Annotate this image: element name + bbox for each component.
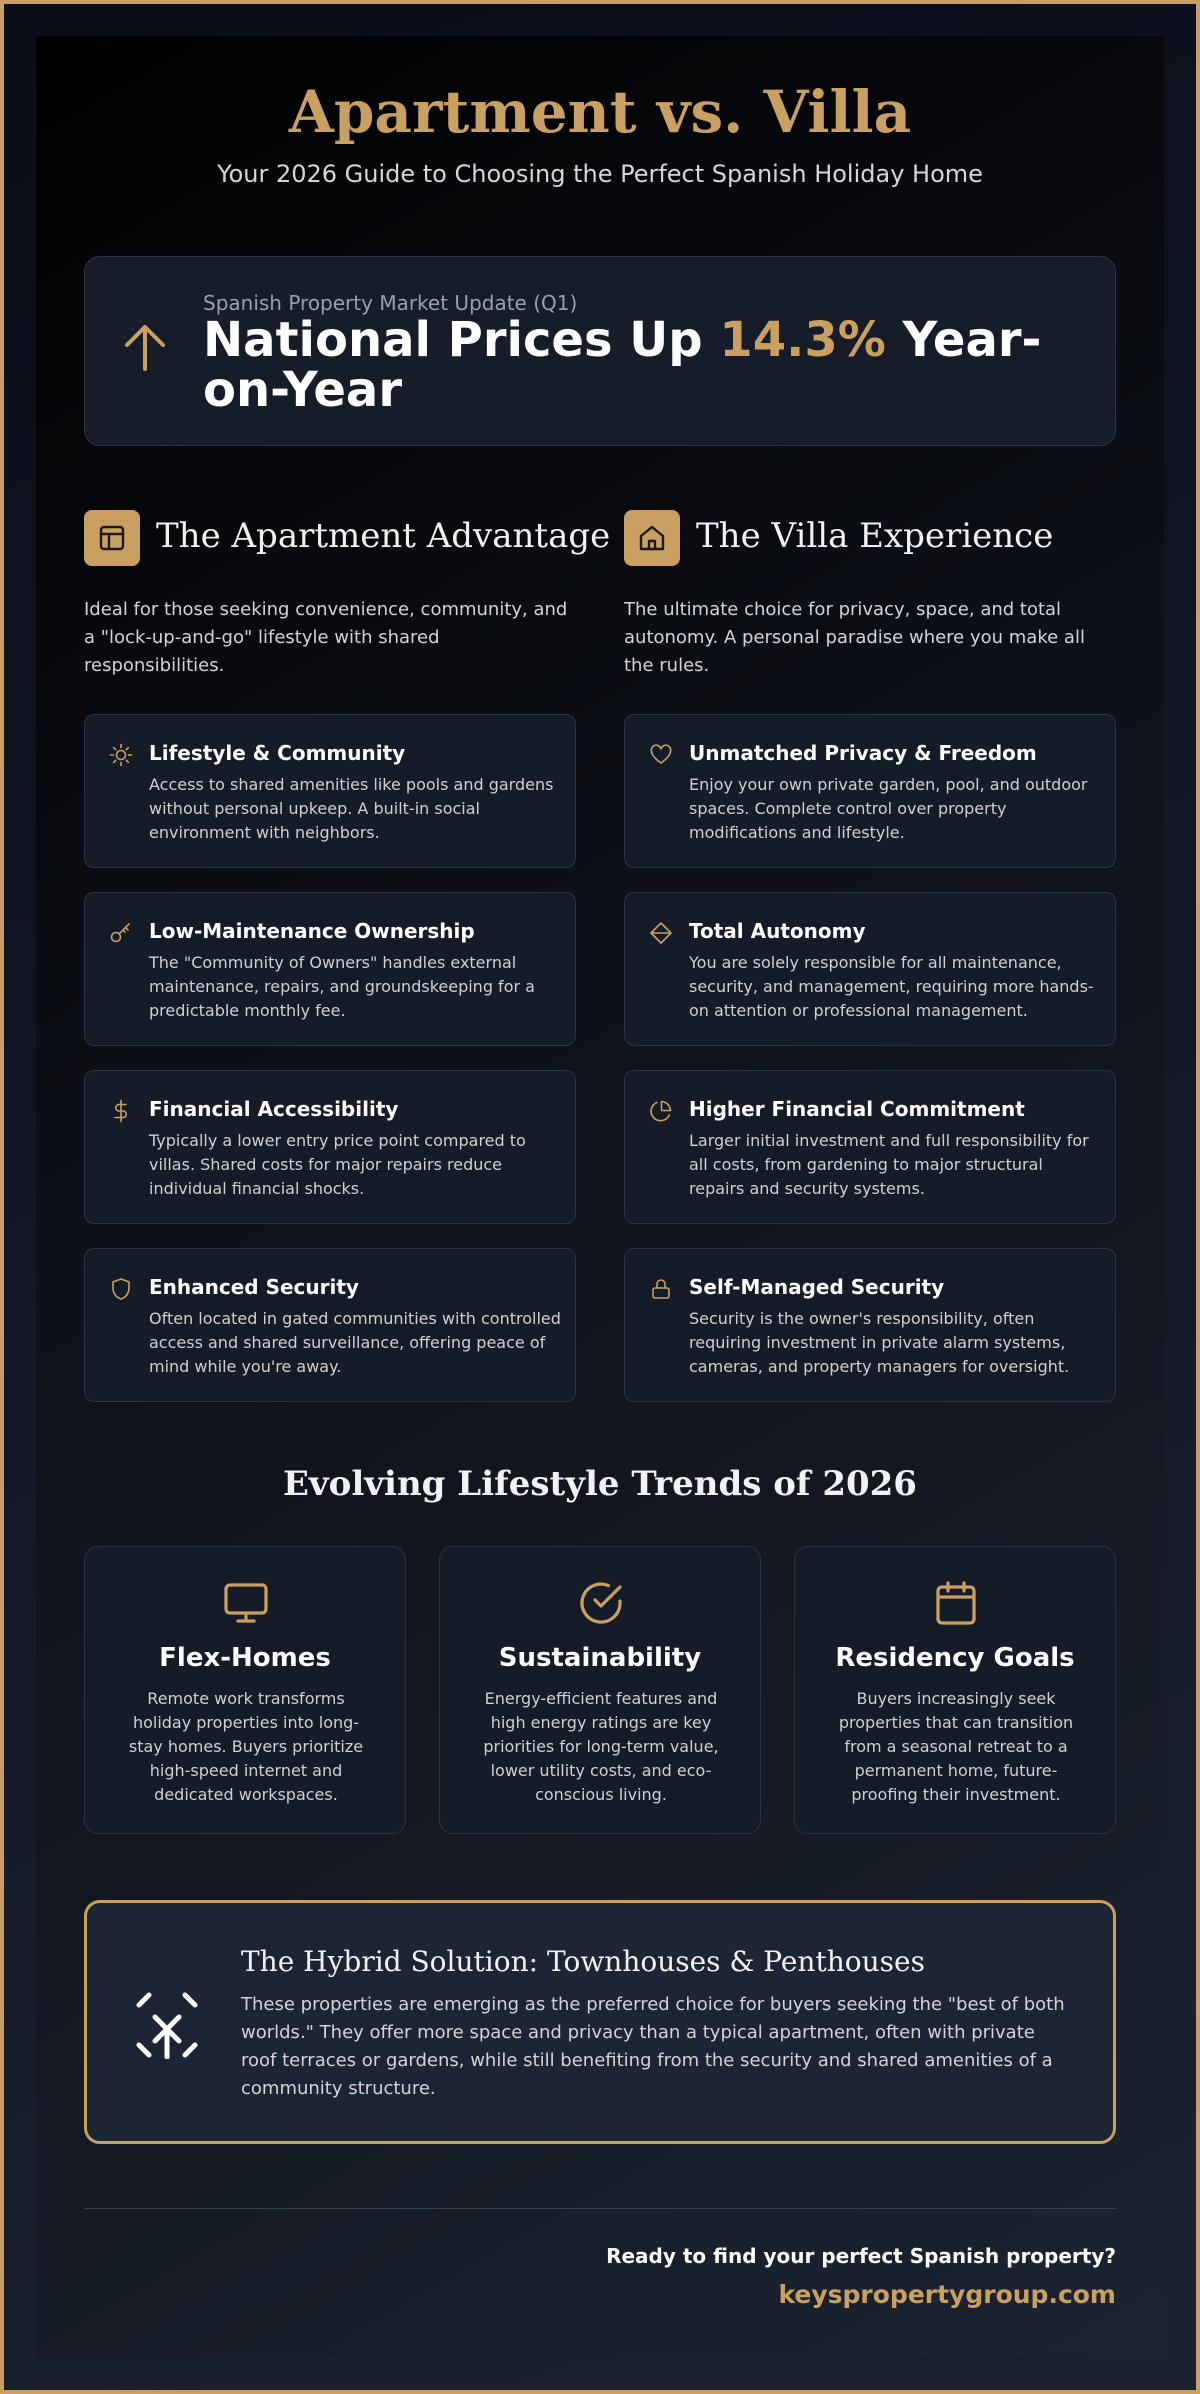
- lock-icon: [649, 1277, 673, 1301]
- apartment-intro: Ideal for those seeking convenience, community, and a "lock-up-and-go" lifestyle with shared responsibilities.: [84, 599, 568, 676]
- trend-card: [84, 1546, 406, 1834]
- card-title: Self-Managed Security: [689, 1275, 945, 1299]
- card-text: Enjoy your own private garden, pool, and outdoor spaces. Complete control over property modifications and lifestyle.: [689, 775, 1088, 842]
- website-link[interactable]: keyspropertygroup.com: [778, 2280, 1116, 2309]
- card-text: Typically a lower entry price point compared to villas. Shared costs for major repairs reduce individual financial shocks.: [149, 1131, 526, 1198]
- building-icon: [98, 524, 126, 552]
- house-icon: [638, 524, 666, 552]
- card-title: Low-Maintenance Ownership: [149, 919, 475, 943]
- apartment-card: [84, 892, 576, 1046]
- apartment-heading: [84, 508, 611, 566]
- card-title: Financial Accessibility: [149, 1097, 399, 1121]
- villa-card: [624, 892, 1116, 1046]
- trend-card: [794, 1546, 1116, 1834]
- market-update-eyebrow: Spanish Property Market Update (Q1): [203, 291, 578, 315]
- apartment-card: [84, 714, 576, 868]
- headline-percent: 14.3%: [719, 312, 886, 368]
- card-text: Often located in gated communities with controlled access and shared surveillance, offering peace of mind while you're away.: [149, 1309, 561, 1376]
- villa-card: [624, 714, 1116, 868]
- card-title: Unmatched Privacy & Freedom: [689, 741, 1037, 765]
- page-subtitle: Your 2026 Guide to Choosing the Perfect Spanish Holiday Home: [217, 160, 983, 188]
- card-text: Access to shared amenities like pools and gardens without personal upkeep. A built-in social environment with neighbors.: [149, 775, 554, 842]
- key-icon: [109, 921, 133, 945]
- villa-card: [624, 1248, 1116, 1402]
- card-title: Higher Financial Commitment: [689, 1097, 1025, 1121]
- check-circle-icon: [577, 1579, 625, 1627]
- footer-divider: [84, 2208, 1116, 2209]
- trends-heading: Evolving Lifestyle Trends of 2026: [283, 1464, 917, 1504]
- sun-icon: [109, 743, 133, 767]
- trend-title: Residency Goals: [835, 1643, 1075, 1673]
- apartment-badge: [84, 510, 140, 566]
- market-update-headline: [203, 312, 1083, 418]
- apartment-card: [84, 1248, 576, 1402]
- hybrid-solution-box: [84, 1900, 1116, 2144]
- villa-heading: [624, 508, 1116, 566]
- villa-card: [624, 1070, 1116, 1224]
- trend-title: Flex-Homes: [159, 1643, 331, 1673]
- apartment-heading-text: The Apartment Advantage: [156, 516, 611, 556]
- arrow-up-icon: [121, 321, 169, 373]
- card-text: Security is the owner's responsibility, often requiring investment in private alarm systems, cameras, and property managers for oversight.: [689, 1309, 1070, 1376]
- footer-cta: Ready to find your perfect Spanish property?: [606, 2244, 1116, 2268]
- calendar-icon: [932, 1579, 980, 1627]
- villa-badge: [624, 510, 680, 566]
- dollar-icon: [109, 1099, 133, 1123]
- hybrid-title: The Hybrid Solution: Townhouses & Penthouses: [241, 1945, 925, 1978]
- pie-chart-icon: [649, 1099, 673, 1123]
- card-title: Lifestyle & Community: [149, 741, 406, 765]
- villa-heading-text: The Villa Experience: [696, 516, 1054, 556]
- card-title: Total Autonomy: [689, 919, 866, 943]
- trend-title: Sustainability: [498, 1643, 702, 1673]
- apartment-card: [84, 1070, 576, 1224]
- monitor-icon: [222, 1579, 270, 1627]
- trend-text: Energy-efficient features and high energy ratings are key priorities for long-term value, lower utility costs, and eco-conscious living.: [483, 1689, 719, 1804]
- trend-text: Buyers increasingly seek properties that can transition from a seasonal retreat to a permanent home, future-proofing their investment.: [838, 1689, 1074, 1804]
- headline-before: National Prices Up: [203, 312, 720, 368]
- card-title: Enhanced Security: [149, 1275, 359, 1299]
- trend-text: Remote work transforms holiday properties into long-stay homes. Buyers prioritize high-speed internet and dedicated workspaces.: [128, 1689, 364, 1804]
- trend-card: [439, 1546, 761, 1834]
- market-update-banner: [84, 256, 1116, 446]
- villa-intro: The ultimate choice for privacy, space, and total autonomy. A personal paradise where you make all the rules.: [624, 599, 1085, 676]
- shield-icon: [109, 1277, 133, 1301]
- merge-arrows-icon: [135, 1991, 199, 2059]
- page-title: Apartment vs. Villa: [288, 78, 912, 146]
- card-text: The "Community of Owners" handles external maintenance, repairs, and groundskeeping for a predictable monthly fee.: [149, 953, 535, 1020]
- diamond-icon: [649, 921, 673, 945]
- card-text: You are solely responsible for all maintenance, security, and management, requiring more hands-on attention or professional management.: [689, 953, 1094, 1020]
- card-text: Larger initial investment and full responsibility for all costs, from gardening to major structural repairs and security systems.: [689, 1131, 1089, 1198]
- hybrid-text: These properties are emerging as the preferred choice for buyers seeking the "best of both worlds." They offer more space and privacy than a typical apartment, often with private roof terraces or gardens, while still benefiting from the security and shared amenities of a community structure.: [241, 1994, 1065, 2099]
- headline-after: Year-on-Year: [203, 312, 1042, 418]
- heart-icon: [649, 743, 673, 767]
